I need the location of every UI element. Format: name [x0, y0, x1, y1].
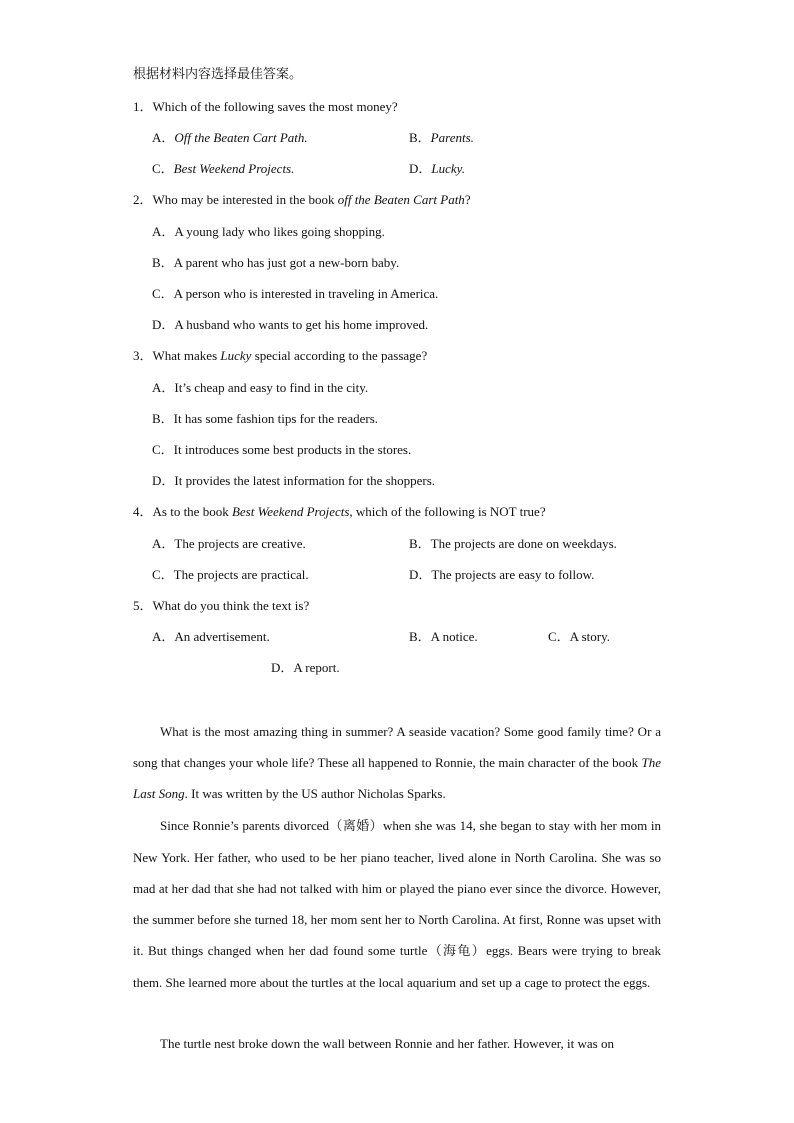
- q1-option-a: A．Off the Beaten Cart Path.: [152, 130, 308, 145]
- q5-option-c: C．A story.: [548, 629, 610, 644]
- q4-option-c: C．The projects are practical.: [152, 567, 309, 582]
- q4-option-b: B．The projects are done on weekdays.: [409, 536, 617, 551]
- q4-option-d: D．The projects are easy to follow.: [409, 567, 595, 582]
- passage-paragraph-2: Since Ronnie’s parents divorced（离婚）when she was 14, she began to stay with her mom in New York. Her father, who used to be her piano teacher, lived alone in North Carolina. She was so mad at her dad that she had not talked with him or played the piano ever since the divorce. However, the summer before she turned 18, her mom sent her to North Carolina. At first, Ronne was upset with it. But things changed when her dad found some turtle（海龟）eggs. Bears were trying to break them. She learned more about the turtles at the local aquarium and set up a cage to protect the eggs.: [133, 818, 661, 990]
- question-4: 4．As to the book Best Weekend Projects, which of the following is NOT true?: [133, 504, 546, 519]
- q5-option-d: D．A report.: [271, 660, 340, 675]
- q3-option-d: D．It provides the latest information for the shoppers.: [152, 473, 436, 488]
- q5-option-a: A．An advertisement.: [152, 629, 270, 644]
- question-3: 3．What makes Lucky special according to the passage?: [133, 348, 428, 363]
- q2-option-a: A．A young lady who likes going shopping.: [152, 224, 385, 239]
- q4-option-a: A．The projects are creative.: [152, 536, 306, 551]
- q2-option-d: D．A husband who wants to get his home improved.: [152, 317, 429, 332]
- q2-option-b: B．A parent who has just got a new-born baby.: [152, 255, 400, 270]
- q5-option-b: B．A notice.: [409, 629, 478, 644]
- passage-paragraph-1: What is the most amazing thing in summer? A seaside vacation? Some good family time? Or a song that changes your whole life? These all happened to Ronnie, the main character of the book The Last Song. It was written by the US author Nicholas Sparks.: [133, 724, 661, 801]
- question-stem: Which of the following saves the most money?: [152, 99, 398, 114]
- question-number: 1．: [133, 99, 153, 114]
- instruction: 根据材料内容选择最佳答案。: [133, 67, 303, 82]
- question-5: 5．What do you think the text is?: [133, 598, 310, 613]
- q2-option-c: C．A person who is interested in traveling in America.: [152, 286, 439, 301]
- q1-option-d: D．Lucky.: [409, 161, 465, 176]
- q3-option-a: A．It’s cheap and easy to find in the city.: [152, 380, 369, 395]
- question-1: [133, 99, 398, 115]
- q3-option-b: B．It has some fashion tips for the readers.: [152, 411, 379, 426]
- passage-paragraph-3: The turtle nest broke down the wall between Ronnie and her father. However, it was on: [160, 1036, 614, 1051]
- question-2: 2．Who may be interested in the book off the Beaten Cart Path?: [133, 192, 471, 207]
- q1-option-c: C．Best Weekend Projects.: [152, 161, 295, 176]
- q1-option-b: B．Parents.: [409, 130, 474, 145]
- q3-option-c: C．It introduces some best products in the stores.: [152, 442, 412, 457]
